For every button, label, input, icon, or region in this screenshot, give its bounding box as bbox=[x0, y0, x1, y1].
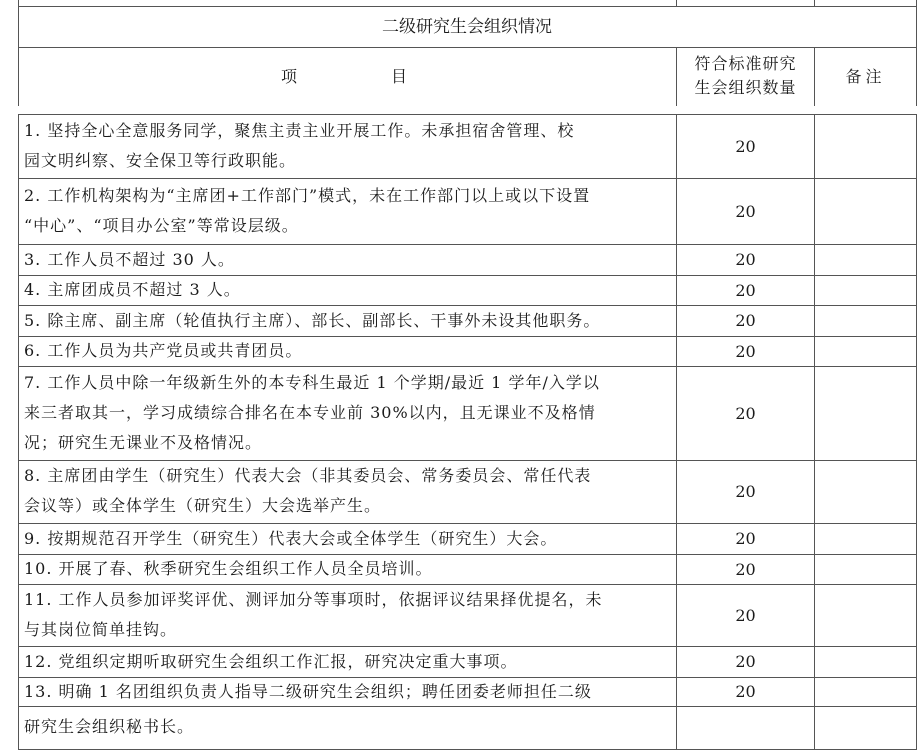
table-row-12-count: 20 bbox=[735, 652, 756, 671]
header-note-column: 备注 bbox=[845, 67, 886, 86]
row-line: 4. 主席团成员不超过 3 人。 bbox=[24, 280, 241, 299]
table-row-7-text bbox=[24, 368, 600, 458]
table-row-8-text bbox=[24, 461, 591, 521]
table-row-2-count: 20 bbox=[735, 202, 756, 221]
table-row-9-count: 20 bbox=[735, 529, 756, 548]
table-row-5-count: 20 bbox=[735, 311, 756, 330]
row-line: 8. 主席团由学生（研究生）代表大会（非其委员会、常务委员会、常任代表 bbox=[24, 466, 592, 485]
table-row-8-count: 20 bbox=[735, 482, 756, 501]
header-item-column: 项 目 bbox=[280, 67, 413, 86]
table-row-6-text bbox=[24, 336, 302, 366]
table-row-4-count: 20 bbox=[735, 281, 756, 300]
table-title: 二级研究生会组织情况 bbox=[382, 17, 552, 37]
row-line: 12. 党组织定期听取研究生会组织工作汇报，研究决定重大事项。 bbox=[24, 652, 518, 671]
table-row-12-text bbox=[24, 647, 518, 677]
row-line: 3. 工作人员不超过 30 人。 bbox=[24, 250, 235, 269]
table-row-7-count: 20 bbox=[735, 404, 756, 423]
table-row-10-count: 20 bbox=[735, 560, 756, 579]
row-line: 13. 明确 1 名团组织负责人指导二级研究生会组织；聘任团委老师担任二级 bbox=[24, 682, 592, 701]
row-line: 1. 坚持全心全意服务同学，聚焦主责主业开展工作。未承担宿舍管理、校 bbox=[24, 121, 575, 140]
table-row-13-text bbox=[24, 677, 592, 707]
table-row-10-text bbox=[24, 554, 433, 584]
table-row-1-text bbox=[24, 116, 574, 176]
row-line: “中心”、“项目办公室”等常设层级。 bbox=[24, 216, 299, 235]
row-line: 2. 工作机构架构为“主席团+工作部门”模式，未在工作部门以上或以下设置 bbox=[24, 186, 591, 205]
row-line: 来三者取其一，学习成绩综合排名在本专业前 30%以内，且无课业不及格情 bbox=[24, 403, 596, 422]
header-count-line-2: 生会组织数量 bbox=[694, 78, 797, 97]
row-line: 会议等）或全体学生（研究生）大会选举产生。 bbox=[24, 496, 382, 515]
table-row-2-text bbox=[24, 181, 590, 241]
row-line: 7. 工作人员中除一年级新生外的本专科生最近 1 个学期/最近 1 学年/入学以 bbox=[24, 373, 600, 392]
row-line: 5. 除主席、副主席（轮值执行主席）、部长、副部长、干事外未设其他职务。 bbox=[24, 311, 601, 330]
header-count-column bbox=[677, 52, 814, 100]
row-line: 11. 工作人员参加评奖评优、测评加分等事项时，依据评议结果择优提名，未 bbox=[24, 590, 603, 609]
table-row-1-count: 20 bbox=[735, 137, 756, 156]
table-row-13-count: 20 bbox=[735, 682, 756, 701]
table-row-4-text bbox=[24, 275, 241, 305]
row-line: 况；研究生无课业不及格情况。 bbox=[24, 433, 263, 452]
table-row-5-text bbox=[24, 306, 600, 336]
table-row-11-text bbox=[24, 585, 603, 645]
row-line: 与其岗位简单挂钩。 bbox=[24, 620, 178, 639]
row-line: 10. 开展了春、秋季研究生会组织工作人员全员培训。 bbox=[24, 559, 433, 578]
table-row-6-count: 20 bbox=[735, 342, 756, 361]
table-row-3-text bbox=[24, 245, 235, 275]
table-row-3-count: 20 bbox=[735, 250, 756, 269]
continuation-text: 研究生会组织秘书长。 bbox=[24, 717, 195, 736]
table-row-11-count: 20 bbox=[735, 606, 756, 625]
row-line: 9. 按期规范召开学生（研究生）代表大会或全体学生（研究生）大会。 bbox=[24, 529, 558, 548]
row-line: 园文明纠察、安全保卫等行政职能。 bbox=[24, 151, 297, 170]
table-row-9-text bbox=[24, 524, 557, 554]
row-line: 6. 工作人员为共产党员或共青团员。 bbox=[24, 341, 303, 360]
header-count-line-1: 符合标准研究 bbox=[694, 54, 797, 73]
